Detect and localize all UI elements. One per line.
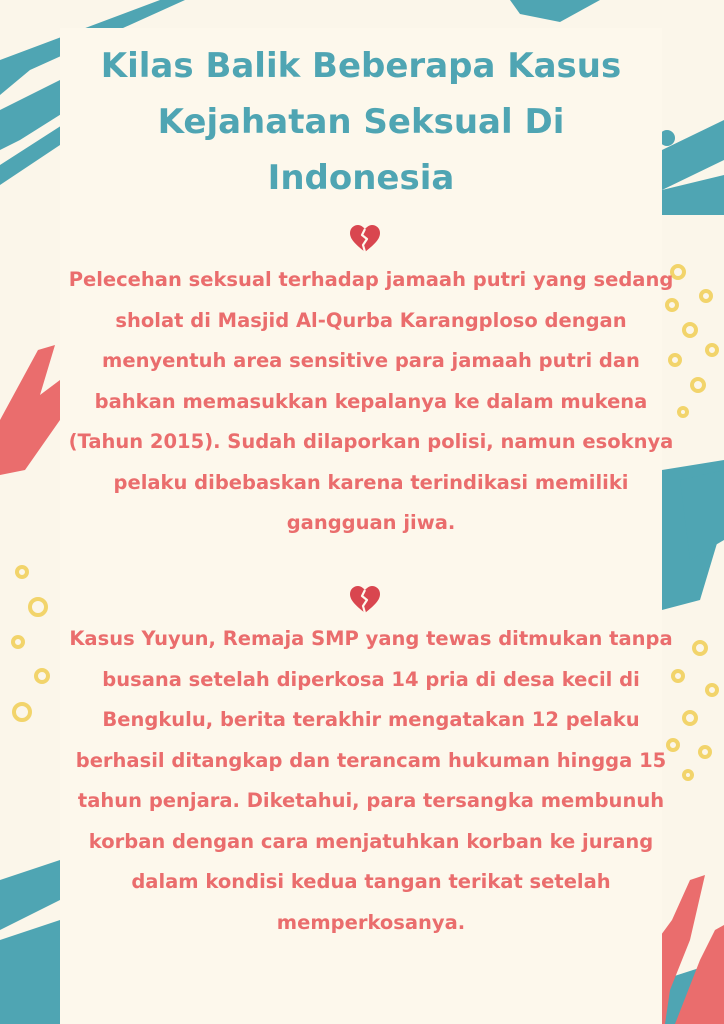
page-title: Kilas Balik Beberapa Kasus Kejahatan Seksual Di Indonesia: [100, 46, 622, 198]
broken-heart-icon: [349, 585, 381, 615]
red-brush-left: [0, 345, 60, 475]
yellow-dots-left: [13, 567, 48, 720]
case-paragraph-2: Kasus Yuyun, Remaja SMP yang tewas ditmukan tanpa busana setelah diperkosa 14 pria di desa kecil di Bengkulu, berita terakhir mengatakan 12 pelaku berhasil ditangkap dan terancam hukuman hingga 15 tahun penjara. Diketahui, para tersangka membunuh korban dengan cara menjatuhkan korban ke jurang dalam kondisi kedua tangan terikat setelah memperkosanya.: [69, 627, 673, 934]
case-paragraph-1: Pelecehan seksual terhadap jamaah putri yang sedang sholat di Masjid Al-Qurba Karangploso dengan menyentuh area sensitive para jamaah putri dan bahkan memasukkan kepalanya ke dalam mukena (Tahun 2015). Sudah dilaporkan polisi, namun esoknya pelaku dibebaskan karena terindikasi memiliki gangguan jiwa.: [68, 268, 674, 534]
broken-heart-icon: [349, 224, 381, 254]
